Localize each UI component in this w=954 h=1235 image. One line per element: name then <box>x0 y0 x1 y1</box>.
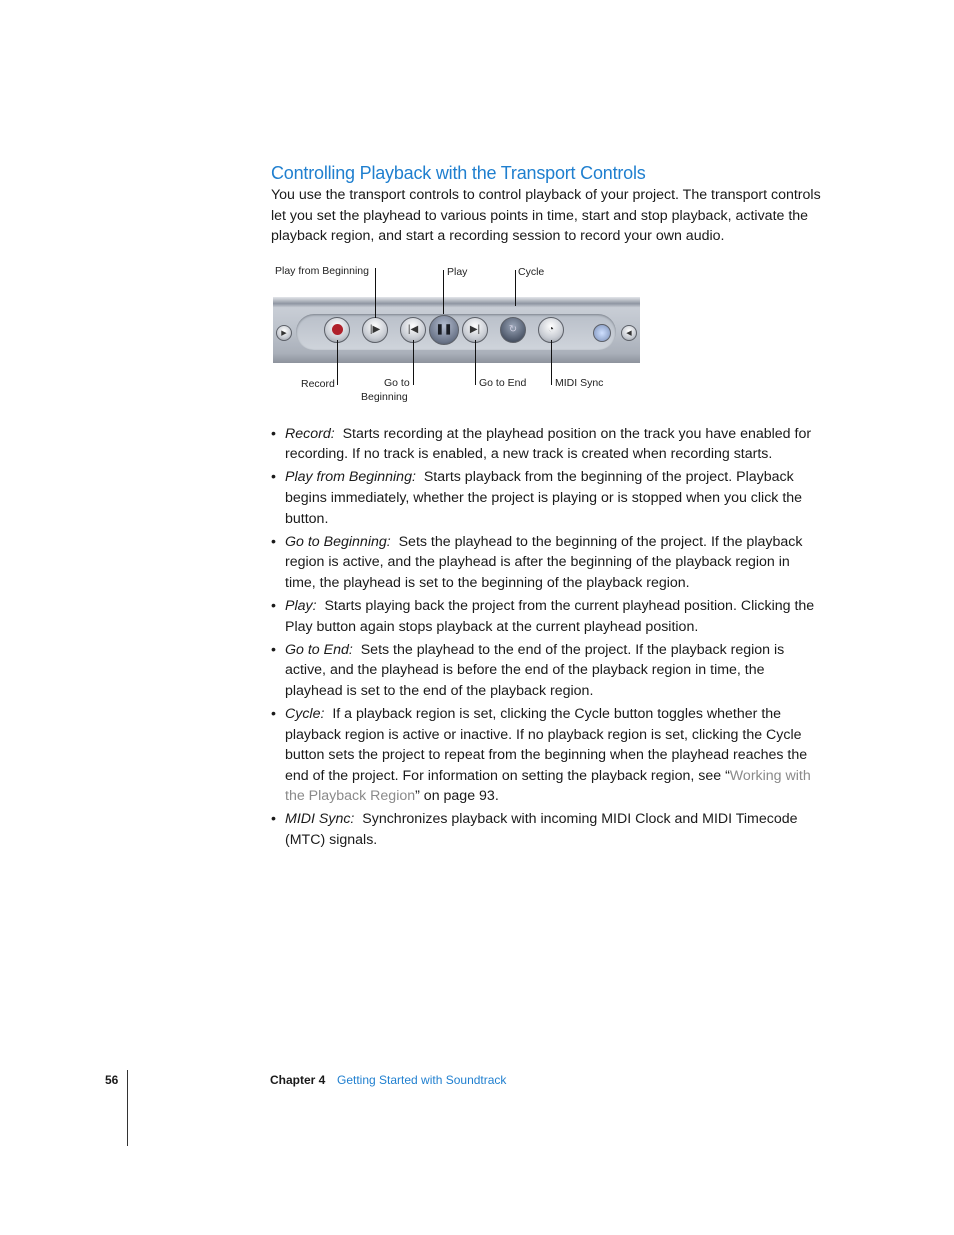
play-from-beginning-icon: |▶ <box>369 324 381 336</box>
record-icon <box>332 324 343 335</box>
list-item: • Play from Beginning: Starts playback from the beginning of the project. Playback begins immediately, whether the project is playing or is stopped when you click the button. <box>271 469 803 527</box>
footer-divider <box>127 1070 128 1146</box>
go-to-end-icon: ▶| <box>469 324 481 336</box>
label-go-to-beginning-1: Go to <box>384 376 410 389</box>
content-column <box>271 162 823 853</box>
left-arrow-button[interactable]: ▶ <box>276 325 292 341</box>
volume-knob[interactable] <box>593 324 611 342</box>
section-heading: Controlling Playback with the Transport Controls <box>271 163 646 183</box>
list-item: • Go to End: Sets the playhead to the end of the project. If the playback region is active, and the playhead is before the end of the playback region in time, the playhead is set to the end of the playback region. <box>271 641 785 699</box>
go-to-beginning-icon: |◀ <box>407 324 419 336</box>
label-midi-sync: MIDI Sync <box>555 376 604 389</box>
description-end: ” on page 93. <box>415 788 499 805</box>
cross-reference-link[interactable]: Working with the Playback Region <box>285 767 811 805</box>
list-item: • MIDI Sync: Synchronizes playback with incoming MIDI Clock and MIDI Timecode (MTC) signals. <box>271 811 798 849</box>
transport-controls-figure <box>0 260 954 410</box>
term: MIDI Sync: <box>285 811 355 828</box>
clock-icon: ◔ <box>547 324 555 336</box>
cycle-button[interactable] <box>500 317 526 343</box>
callout-line <box>475 340 476 385</box>
bullet-list <box>271 424 823 851</box>
page-number: 56 <box>105 1073 119 1087</box>
list-item: • Play: Starts playing back the project from the current playhead position. Clicking the Play button again stops playback at the current playhead position. <box>271 598 815 635</box>
term: Record: <box>285 425 335 442</box>
term: Go to End: <box>285 641 353 658</box>
callout-line <box>551 340 552 385</box>
label-cycle: Cycle <box>518 265 545 278</box>
label-record: Record <box>301 377 335 390</box>
term: Cycle: <box>285 706 325 722</box>
play-from-beginning-button[interactable] <box>362 317 388 343</box>
description: If a playback region is set, clicking the Cycle button toggles whether the playback region is active or inactive. If no playback region is set, clicking the Cycle button sets the project to repeat from the beginning when the playhead reaches the end of the project. For information on setting the playback region, see “ <box>285 706 808 784</box>
label-play-from-beginning: Play from Beginning <box>275 264 369 277</box>
callout-line <box>375 268 376 318</box>
right-arrow-button[interactable]: ◀ <box>621 325 637 341</box>
pause-icon: ❚❚ <box>435 324 453 336</box>
description: Synchronizes playback with incoming MIDI Clock and MIDI Timecode (MTC) signals. <box>285 811 798 849</box>
chapter-title: Getting Started with Soundtrack <box>337 1073 507 1087</box>
description: Starts recording at the playhead position on the track you have enabled for recording. If no track is enabled, a new track is created when recording starts. <box>285 425 812 463</box>
description: Starts playback from the beginning of the project. Playback begins immediately, whether the project is playing or is stopped when you click the button. <box>285 469 803 527</box>
intro-paragraph: You use the transport controls to control playback of your project. The transport controls let you set the playhead to various points in time, start and stop playback, activate the playback region, and start a recording session to record your own audio. <box>271 187 821 245</box>
list-item: • Cycle: If a playback region is set, clicking the Cycle button toggles whether the playback region is active or inactive. If no playback region is set, clicking the Cycle button sets the project to repeat from the beginning when the playhead reaches the end of the project. For information on setting the playback region, see “Working with the Playback Region” on page 93. <box>271 706 811 805</box>
description: Sets the playhead to the end of the project. If the playback region is active, and the playhead is before the end of the playback region in time, the playhead is set to the end of the playback region. <box>285 641 785 699</box>
callout-line <box>515 270 516 306</box>
description: Starts playing back the project from the current playhead position. Clicking the Play button again stops playback at the current playhead position. <box>285 598 815 635</box>
list-item: • Record: Starts recording at the playhead position on the track you have enabled for recording. If no track is enabled, a new track is created when recording starts. <box>271 425 812 463</box>
list-item: • Go to Beginning: Sets the playhead to the beginning of the project. If the playback region is active, and the playhead is after the beginning of the playback region in time, the playhead is set to the beginning of the playback region. <box>271 533 803 591</box>
description: Sets the playhead to the beginning of the project. If the playback region is active, and the playhead is after the beginning of the playback region in time, the playhead is set to the beginning of the playback region. <box>285 533 803 591</box>
chapter-label: Chapter 4 <box>270 1073 326 1087</box>
label-play: Play <box>447 265 468 278</box>
term: Play from Beginning: <box>285 469 416 486</box>
cycle-icon: ↻ <box>508 324 518 336</box>
label-go-to-beginning-2: Beginning <box>361 390 408 403</box>
callout-line <box>413 340 414 385</box>
term: Play: <box>285 598 317 615</box>
term: Go to Beginning: <box>285 533 391 550</box>
callout-line <box>337 340 338 385</box>
label-go-to-end: Go to End <box>479 376 527 389</box>
play-button[interactable] <box>429 315 459 345</box>
callout-line <box>443 270 444 314</box>
